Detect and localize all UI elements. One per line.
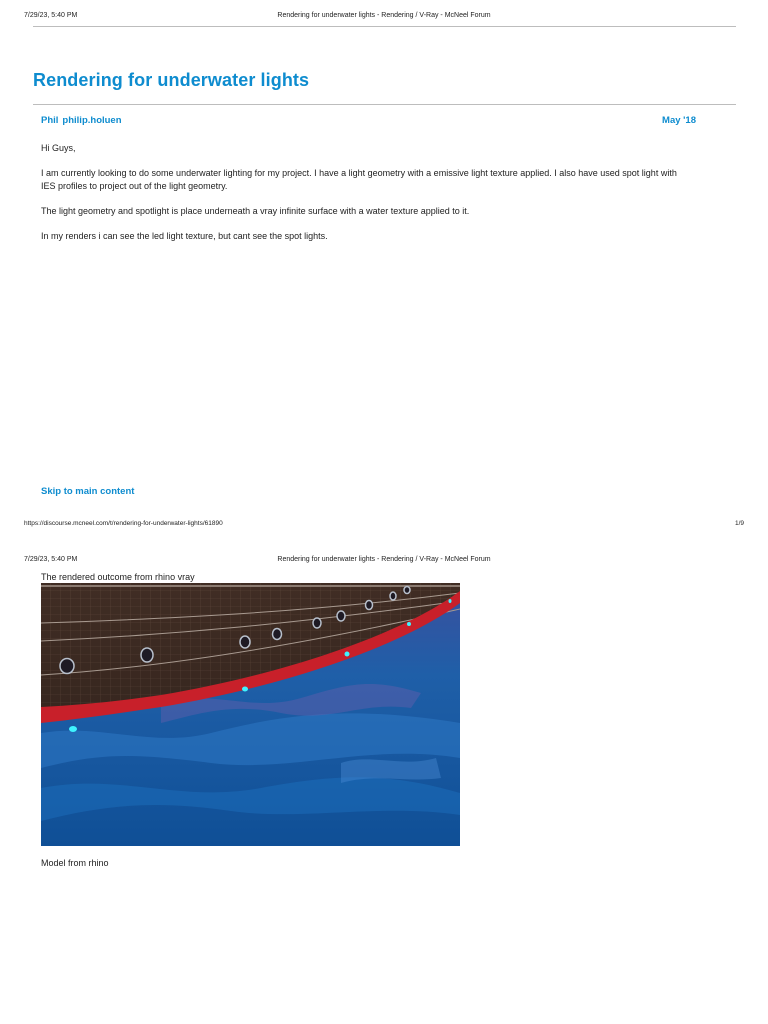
- porthole: [337, 611, 345, 621]
- model-caption: Model from rhino: [41, 858, 109, 868]
- led-light: [449, 599, 452, 603]
- author-name[interactable]: Phil: [41, 115, 59, 126]
- led-light: [69, 726, 77, 732]
- porthole: [240, 636, 250, 648]
- title-divider: [33, 104, 736, 105]
- render-image-graphic: [41, 583, 460, 846]
- post-body: [41, 142, 691, 255]
- print-date: 7/29/23, 5:40 PM: [24, 12, 78, 19]
- print-doc-title: Rendering for underwater lights - Rendering / V-Ray - McNeel Forum: [277, 556, 491, 563]
- render-caption: The rendered outcome from rhino vray: [41, 572, 195, 582]
- porthole: [404, 587, 410, 594]
- post-author[interactable]: [41, 115, 122, 126]
- post-paragraph: I am currently looking to do some underwater lighting for my project. I have a light geometry with a emissive light texture applied. I also have used spot light with IES profiles to project out of the light geometry.: [41, 168, 677, 191]
- print-header: [24, 556, 744, 568]
- porthole: [390, 592, 396, 600]
- post-paragraph: In my renders i can see the led light texture, but cant see the spot lights.: [41, 231, 328, 241]
- post-date[interactable]: May '18: [662, 115, 696, 126]
- post-paragraph: The light geometry and spotlight is place underneath a vray infinite surface with a water texture applied to it.: [41, 206, 470, 216]
- skip-to-main-content-link[interactable]: Skip to main content: [41, 486, 135, 497]
- print-page-number: 1/9: [734, 520, 744, 527]
- print-date: 7/29/23, 5:40 PM: [24, 556, 78, 563]
- print-footer: [24, 520, 744, 532]
- porthole: [60, 659, 74, 674]
- topic-title[interactable]: Rendering for underwater lights: [33, 70, 310, 90]
- led-light: [345, 652, 350, 657]
- porthole: [273, 629, 282, 640]
- print-doc-title: Rendering for underwater lights - Rendering / V-Ray - McNeel Forum: [277, 12, 491, 19]
- led-light: [242, 687, 248, 692]
- porthole: [141, 648, 153, 662]
- author-username[interactable]: philip.holuen: [62, 115, 122, 126]
- led-light: [407, 622, 411, 626]
- print-url: https://discourse.mcneel.com/t/rendering-for-underwater-lights/61890: [24, 520, 223, 527]
- print-header: [24, 12, 744, 24]
- render-image[interactable]: [41, 583, 460, 846]
- porthole: [366, 601, 373, 610]
- post-paragraph: Hi Guys,: [41, 143, 76, 153]
- porthole: [313, 618, 321, 628]
- header-divider: [33, 26, 736, 27]
